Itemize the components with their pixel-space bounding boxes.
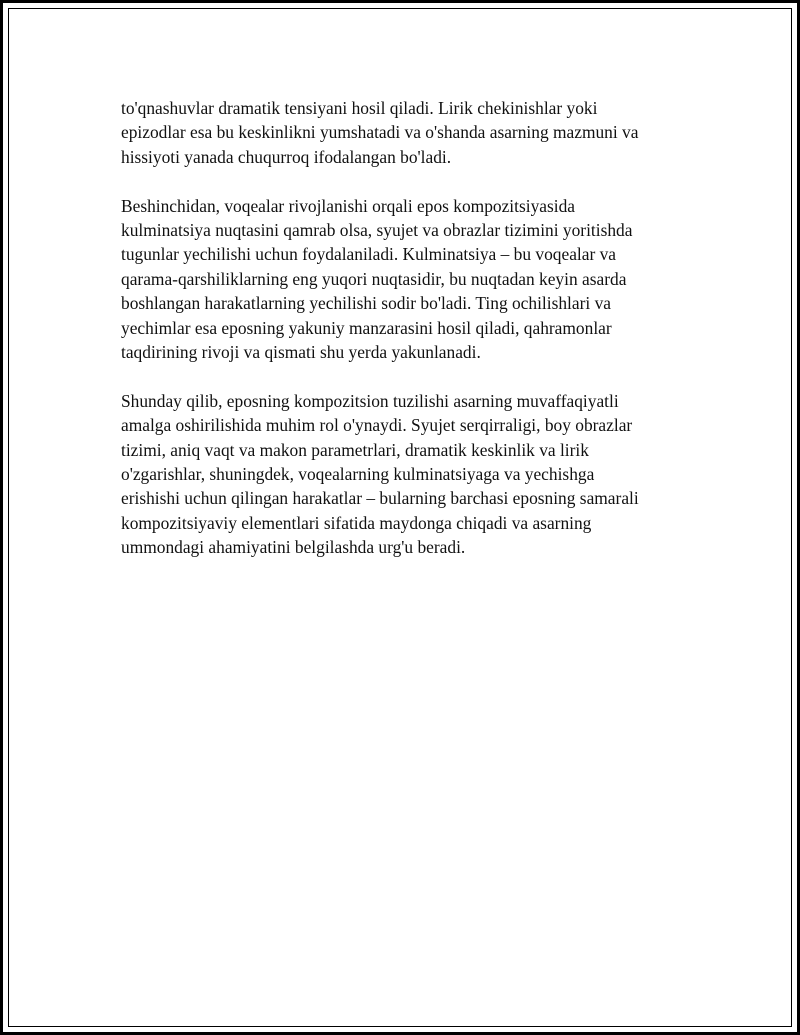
text-line: boshlangan harakatlarning yechilishi sodir bo'ladi. Ting ochilishlari va (121, 293, 611, 314)
text-line: kompozitsiyaviy elementlari sifatida maydonga chiqadi va asarning (121, 512, 592, 533)
text-line: epizodlar esa bu keskinlikni yumshatadi va o'shanda asarning mazmuni va (121, 122, 639, 143)
text-line: to'qnashuvlar dramatik tensiyani hosil qiladi. Lirik chekinishlar yoki (121, 98, 598, 118)
paragraph-2 (121, 194, 691, 365)
document-body (121, 96, 691, 584)
paragraph-1 (121, 96, 691, 169)
text-line: ummondagi ahamiyatini belgilashda urg'u beradi. (121, 537, 466, 558)
text-line: tizimi, aniq vaqt va makon parametrlari, dramatik keskinlik va lirik (121, 439, 589, 460)
text-line: qarama-qarshiliklarning eng yuqori nuqtasidir, bu nuqtadan keyin asarda (121, 268, 627, 289)
text-line: erishishi uchun qilingan harakatlar – bularning barchasi eposning samarali (121, 488, 639, 509)
paragraph-3 (121, 389, 691, 560)
text-line: Beshinchidan, voqealar rivojlanishi orqali epos kompozitsiyasida (121, 195, 575, 216)
text-line: kulminatsiya nuqtasini qamrab olsa, syujet va obrazlar tizimini yoritishda (121, 220, 633, 241)
text-line: amalga oshirilishida muhim rol o'ynaydi. Syujet serqirraligi, boy obrazlar (121, 415, 633, 436)
text-line: hissiyoti yanada chuqurroq ifodalangan bo'ladi. (121, 146, 452, 167)
text-line: tugunlar yechilishi uchun foydalaniladi. Kulminatsiya – bu voqealar va (121, 244, 617, 265)
text-line: Shunday qilib, eposning kompozitsion tuzilishi asarning muvaffaqiyatli (121, 390, 619, 411)
text-line: taqdirining rivoji va qismati shu yerda yakunlanadi. (121, 342, 481, 363)
text-line: yechimlar esa eposning yakuniy manzarasini hosil qiladi, qahramonlar (121, 317, 612, 338)
text-line: o'zgarishlar, shuningdek, voqealarning kulminatsiyaga va yechishga (121, 464, 595, 485)
